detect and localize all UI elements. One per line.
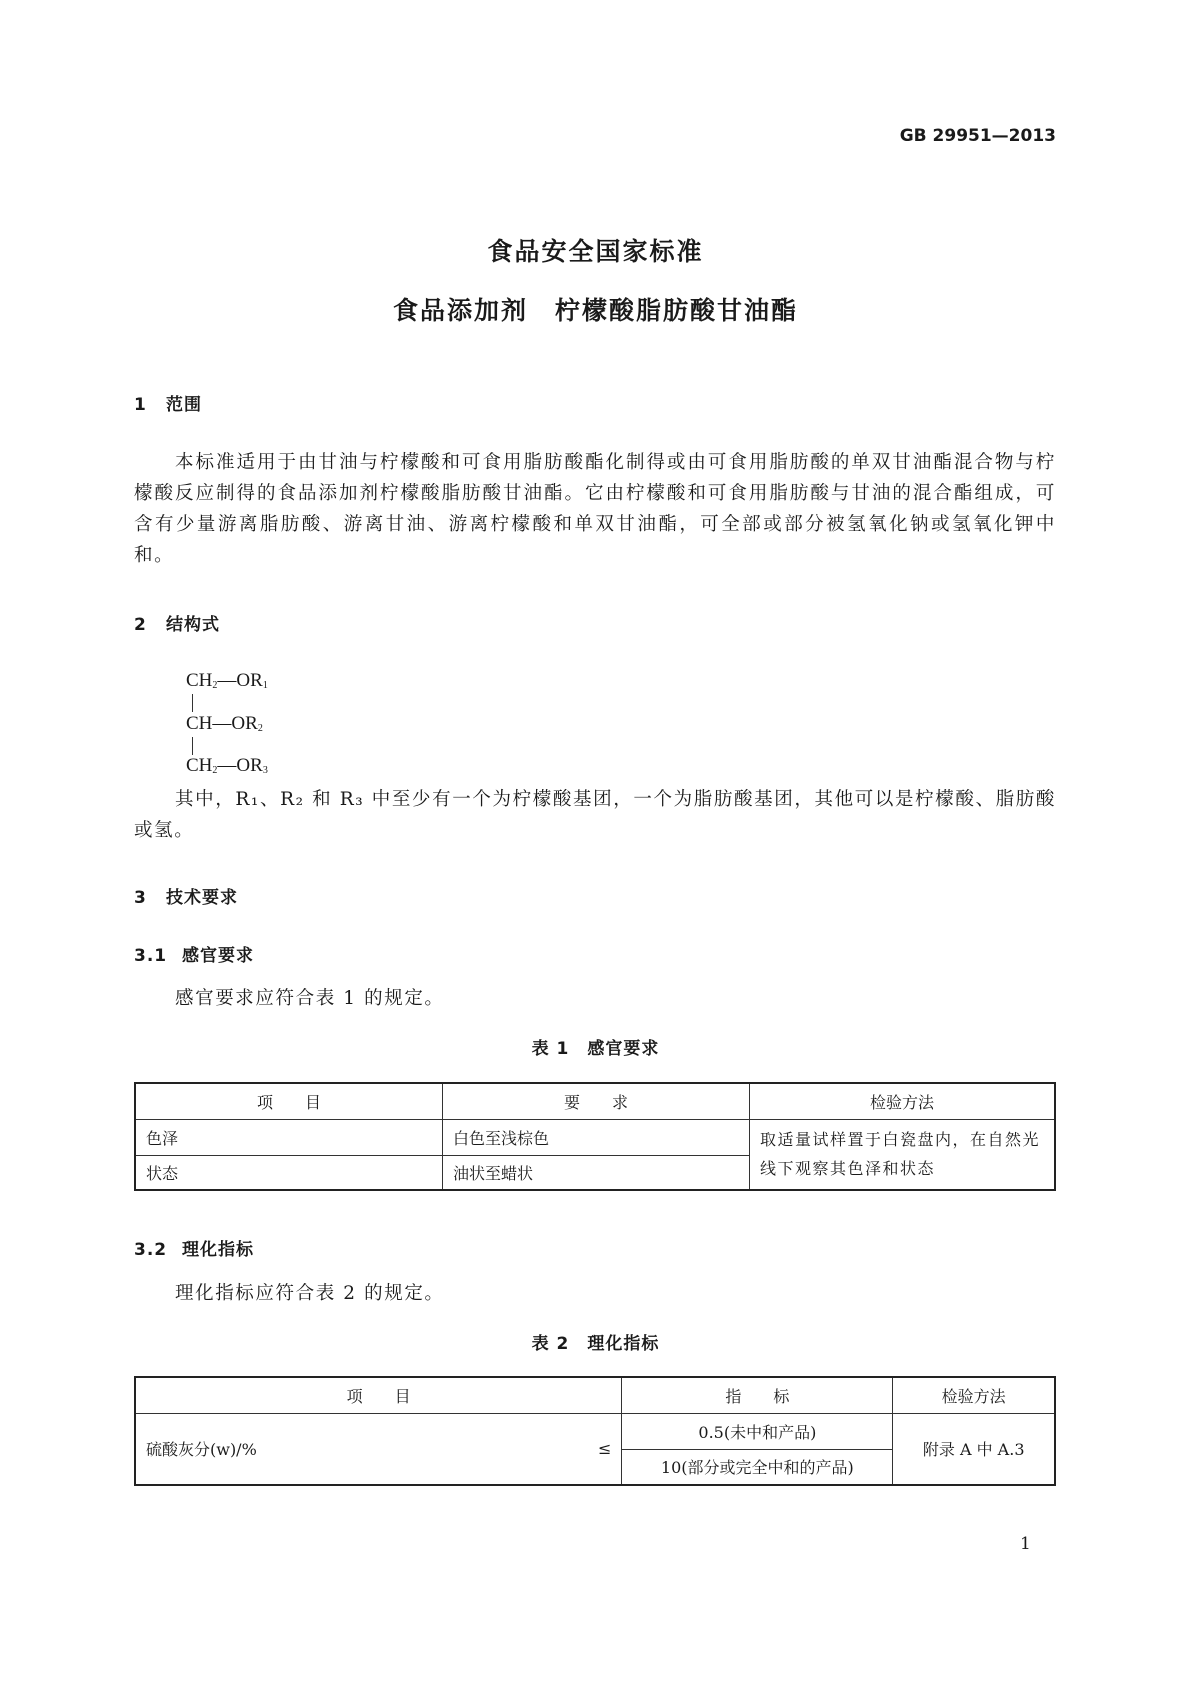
- page-subtitle: 食品添加剂 柠檬酸脂肪酸甘油酯: [392, 296, 798, 325]
- table-cell: 状态: [135, 1155, 443, 1190]
- formula-text: —OR: [217, 670, 263, 691]
- table-2: [134, 1376, 1056, 1486]
- section-title: 范围: [166, 395, 202, 415]
- table-header: 检验方法: [750, 1083, 1056, 1119]
- formula-text: —OR: [212, 713, 258, 734]
- section-3-1-heading: [134, 941, 254, 966]
- bond-line: [192, 694, 193, 712]
- formula-text: CH: [186, 670, 213, 691]
- formula-subscript: 2: [212, 680, 218, 691]
- section-number: 3.1: [134, 946, 168, 966]
- table-row: [135, 1119, 1055, 1155]
- table-cell-method: 取适量试样置于白瓷盘内，在自然光线下观察其色泽和状态: [750, 1119, 1056, 1190]
- section-title: 技术要求: [166, 888, 238, 908]
- formula-text: —OR: [217, 755, 263, 776]
- table-row: [135, 1413, 1055, 1449]
- table-header: 指 标: [622, 1377, 893, 1413]
- formula-subscript: 3: [262, 765, 268, 776]
- page-title: 食品安全国家标准: [487, 237, 704, 266]
- bond-line: [192, 737, 193, 755]
- section-number: 1: [134, 395, 147, 415]
- section-number: 2: [134, 615, 147, 635]
- table-header: 项 目: [135, 1377, 622, 1413]
- page-number: 1: [1020, 1534, 1031, 1554]
- section-1-heading: [134, 390, 202, 415]
- table-cell-value: 10(部分或完全中和的产品): [622, 1449, 893, 1485]
- table-header: 要 求: [443, 1083, 750, 1119]
- table-header: 检验方法: [893, 1377, 1055, 1413]
- section-3-2-text: 理化指标应符合表 2 的规定。: [175, 1283, 445, 1304]
- section-title: 结构式: [166, 615, 220, 635]
- formula-subscript: 2: [212, 765, 218, 776]
- section-3-heading: [134, 883, 238, 908]
- table-cell: 色泽: [135, 1119, 443, 1155]
- section-title: 感官要求: [182, 946, 254, 966]
- section-3-2-heading: [134, 1235, 254, 1260]
- standard-number: GB 29951—2013: [899, 126, 1056, 146]
- table-header: 项 目: [135, 1083, 443, 1119]
- formula-line: [186, 670, 268, 692]
- table-cell-value: 0.5(未中和产品): [622, 1413, 893, 1449]
- formula-line: [186, 755, 268, 777]
- table-2-caption: 表 2 理化指标: [531, 1334, 660, 1354]
- formula-text: CH: [186, 755, 213, 776]
- table-cell-item: 硫酸灰分(w)/%: [135, 1413, 581, 1485]
- section-number: 3: [134, 888, 147, 908]
- table-1-caption: 表 1 感官要求: [531, 1039, 660, 1059]
- table-cell: 油状至蜡状: [443, 1155, 750, 1190]
- section-3-1-text: 感官要求应符合表 1 的规定。: [175, 988, 445, 1009]
- less-equal-symbol: ≤: [581, 1413, 622, 1485]
- formula-subscript: 1: [262, 680, 268, 691]
- section-number: 3.2: [134, 1240, 168, 1260]
- section-2-heading: [134, 610, 220, 635]
- formula-text: CH: [186, 713, 213, 734]
- formula-note: 其中，R₁、R₂ 和 R₃ 中至少有一个为柠檬酸基团，一个为脂肪酸基团，其他可以是柠檬酸、脂肪酸或氢。: [134, 789, 1056, 841]
- section-1-text: 本标准适用于由甘油与柠檬酸和可食用脂肪酸酯化制得或由可食用脂肪酸的单双甘油酯混合物与柠檬酸反应制得的食品添加剂柠檬酸脂肪酸甘油酯。它由柠檬酸和可食用脂肪酸与甘油的混合酯组成，可含有少量游离脂肪酸、游离甘油、游离柠檬酸和单双甘油酯，可全部或部分被氢氧化钠或氢氧化钾中和。: [134, 452, 1056, 566]
- formula-subscript: 2: [257, 723, 263, 734]
- table-1: [134, 1082, 1056, 1191]
- table-cell: 白色至浅棕色: [443, 1119, 750, 1155]
- table-cell-method: 附录 A 中 A.3: [893, 1413, 1055, 1485]
- section-title: 理化指标: [182, 1240, 254, 1260]
- formula-line: [186, 713, 263, 735]
